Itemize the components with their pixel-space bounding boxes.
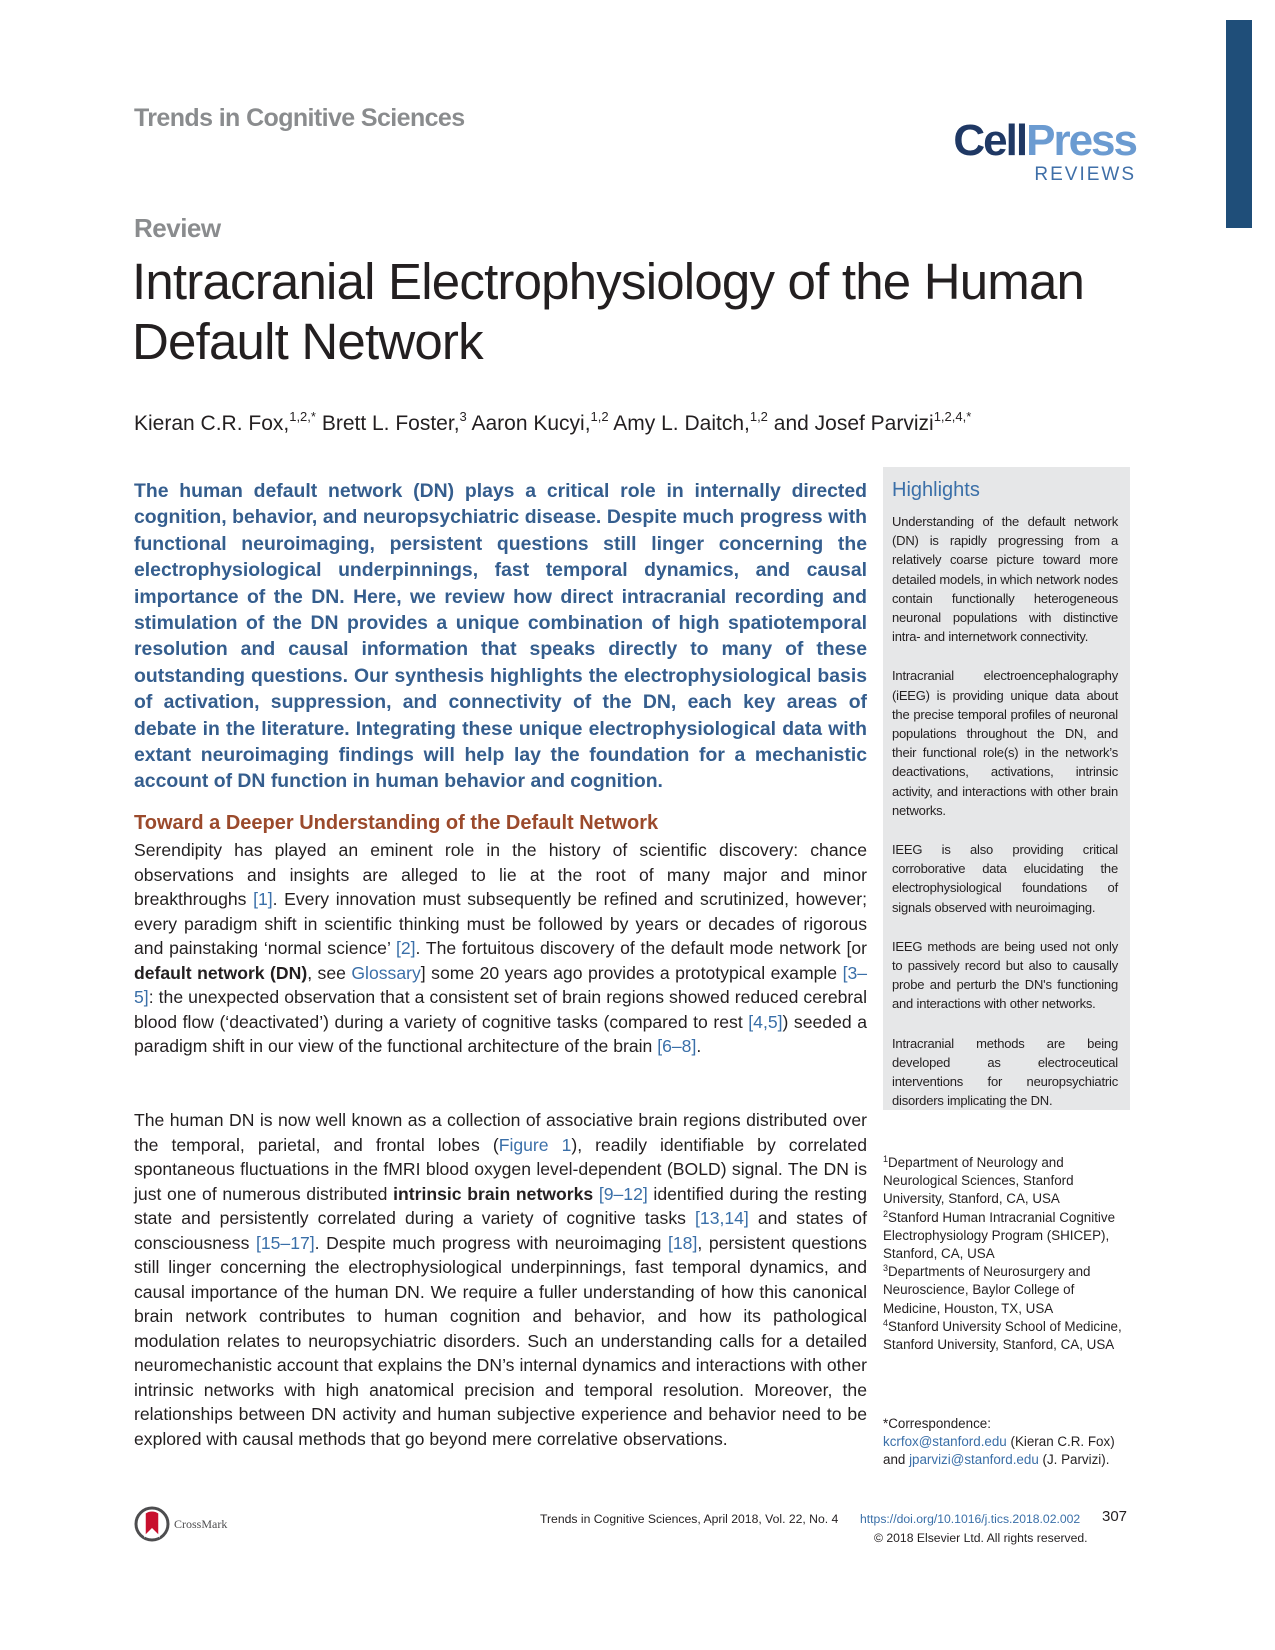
doi-link[interactable]: https://doi.org/10.1016/j.tics.2018.02.002 xyxy=(860,1512,1081,1526)
footer-citation: Trends in Cognitive Sciences, April 2018, Vol. 22, No. 4 xyxy=(540,1512,839,1526)
affiliation-item: $^3$Departments of Neurosurgery and Neuroscience, Baylor College of Medicine, Houston, TX, USA xyxy=(883,1263,1091,1316)
copyright: © 2018 Elsevier Ltd. All rights reserved. xyxy=(874,1531,1088,1545)
affiliation-item: $^1$Department of Neurology and Neurological Sciences, Stanford University, Stanford, CA, USA xyxy=(883,1154,1074,1207)
author-affiliation-sup: 3 xyxy=(459,409,467,424)
section-heading: Toward a Deeper Understanding of the Default Network xyxy=(134,812,659,834)
glossary-term: default network (DN) xyxy=(134,962,308,983)
citation-link[interactable]: [6–8] xyxy=(657,1036,697,1056)
glossary-term: intrinsic brain networks xyxy=(393,1183,594,1204)
author-affiliation-sup: 1,2,4,* xyxy=(933,409,972,424)
author-affiliation-sup: 1,2 xyxy=(590,409,609,424)
highlights-box xyxy=(883,467,1130,1110)
figure-link[interactable]: Figure 1 xyxy=(498,1134,572,1155)
correspondence: *Correspondence: kcrfox@stanford.edu (Kieran C.R. Fox) and jparvizi@stanford.edu (J. Parvizi). xyxy=(883,1415,1143,1470)
article-title: Intracranial Electrophysiology of the Human Default Network xyxy=(132,253,1085,370)
author-affiliation-sup: 1,2,* xyxy=(289,409,316,424)
citation-link[interactable]: [1] xyxy=(253,889,273,909)
email-link[interactable]: kcrfox@stanford.edu xyxy=(883,1434,1007,1450)
body-paragraph-2: The human DN is now well known as a collection of associative brain regions distributed over the temporal, parietal, and frontal lobes (Figure 1), readily identifiable by correlated spontaneous fluctuations in the fMRI blood oxygen level-dependent (BOLD) signal. The DN is just one of numerous distributed intrinsic brain networks [9–12] identified during the resting state and persistently correlated during a variety of cognitive tasks [13,14] and states of consciousness [15–17]. Despite much progress with neuroimaging [18], persistent questions still linger concerning the electrophysiological underpinnings, fast temporal dynamics, and causal importance of the human DN. We require a fuller understanding of how this canonical brain network contributes to human cognition and behavior, and how its pathological modulation relates to neuropsychiatric disorders. Such an understanding calls for a detailed neuromechanistic account that explains the DN’s internal dynamics and interactions with other intrinsic networks with high anatomical precision and temporal resolution. Moreover, the relationships between DN activity and human subjective experience and behavior need to be explored with causal methods that go beyond mere correlative observations. xyxy=(134,1110,867,1449)
logo-press-text: Press xyxy=(1026,116,1136,165)
citation-link[interactable]: [4,5] xyxy=(748,1011,783,1032)
author-name: Brett L. Foster, xyxy=(321,412,460,435)
highlight-item: Intracranial methods are being developed as electroceutical interventions for neuropsychiatric disorders implicating the DN. xyxy=(892,1035,1118,1109)
author-list xyxy=(134,409,972,436)
crossmark-label: CrossMark xyxy=(174,1516,228,1531)
highlight-item: Understanding of the default network (DN) is rapidly progressing from a relatively coarse picture toward more detailed models, in which network nodes contain functionally heterogeneous neuronal populations with distinctive intra- and internetwork connectivity. xyxy=(892,514,1118,645)
citation-link[interactable]: [18] xyxy=(668,1232,698,1253)
crossmark-badge[interactable] xyxy=(134,1506,227,1542)
citation-link[interactable]: [15–17] xyxy=(255,1232,315,1253)
citation-link[interactable]: [3–5] xyxy=(134,962,868,1007)
email-link[interactable]: jparvizi@stanford.edu xyxy=(909,1452,1039,1468)
affiliations xyxy=(883,1154,1133,1354)
highlights-title: Highlights xyxy=(892,479,980,501)
crossmark-icon xyxy=(134,1506,170,1542)
affiliation-item: $^2$Stanford Human Intracranial Cognitive Electrophysiology Program (SHICEP), Stanford, CA, USA xyxy=(883,1208,1116,1262)
glossary-link[interactable]: Glossary xyxy=(351,962,421,983)
cellpress-logo xyxy=(900,116,1136,186)
abstract: The human default network (DN) plays a critical role in internally directed cognition, behavior, and neuropsychiatric disease. Despite much progress with functional neuroimaging, persistent questions still linger concerning the electrophysiological underpinnings, fast temporal dynamics, and causal importance of the DN. Here, we review how direct intracranial recording and stimulation of the DN provides a unique combination of high spatiotemporal resolution and causal information that speaks directly to many of these outstanding questions. Our synthesis highlights the electrophysiological basis of activation, suppression, and connectivity of the DN, each key areas of debate in the literature. Integrating these unique electrophysiological data with extant neuroimaging findings will help lay the foundation for a mechanistic account of DN function in human behavior and cognition. xyxy=(134,480,867,793)
author-name: and Josef Parvizi xyxy=(773,412,934,435)
correspondence-label: *Correspondence: xyxy=(883,1416,991,1431)
author-name: Aaron Kucyi, xyxy=(471,412,591,435)
author-affiliation-sup: 1,2 xyxy=(749,409,768,424)
author-name: Amy L. Daitch, xyxy=(613,412,750,435)
page-number: 307 xyxy=(1102,1508,1128,1525)
article-type: Review xyxy=(134,213,221,243)
highlight-item: IEEG is also providing critical corroborative data elucidating the electrophysiological foundations of signals observed with neuroimaging. xyxy=(892,842,1118,915)
author-name: Kieran C.R. Fox, xyxy=(134,412,290,435)
highlight-item: Intracranial electroencephalography (iEEG) is providing unique data about the precise temporal profiles of neuronal populations throughout the DN, and their functional role(s) in the network’s deactivations, activations, intrinsic activity, and interactions with other brain networks. xyxy=(892,668,1118,818)
logo-reviews-text: REVIEWS xyxy=(1034,164,1136,185)
affiliation-item: $^4$Stanford University School of Medicine, Stanford University, Stanford, CA, USA xyxy=(883,1317,1122,1353)
citation-link[interactable]: [2] xyxy=(395,938,416,958)
body-paragraph-1: Serendipity has played an eminent role in the history of scientific discovery: chance observations and insights are alleged to lie at the root of many major and minor breakthroughs [1]. Every innovation must subsequently be refined and scrutinized, however; every paradigm shift in scientific thinking must be followed by years or decades of rigorous and painstaking ‘normal science’ [2]. The fortuitous discovery of the default mode network [or default network (DN), see Glossary] some 20 years ago provides a prototypical example [3–5]: the unexpected observation that a consistent set of brain regions showed reduced cerebral blood flow (‘deactivated’) during a variety of cognitive tasks (compared to rest [4,5]) seeded a paradigm shift in our view of the functional architecture of the brain [6–8]. xyxy=(134,840,868,1056)
logo-cell-text: Cell xyxy=(953,116,1027,165)
journal-name: Trends in Cognitive Sciences xyxy=(134,104,465,132)
citation-link[interactable]: [9–12] xyxy=(598,1183,648,1204)
citation-link[interactable]: [13,14] xyxy=(695,1208,749,1228)
journal-side-tab xyxy=(1226,20,1252,228)
highlight-item: IEEG methods are being used not only to passively record but also to causally probe and perturb the DN's functioning and interactions with other networks. xyxy=(892,938,1118,1012)
